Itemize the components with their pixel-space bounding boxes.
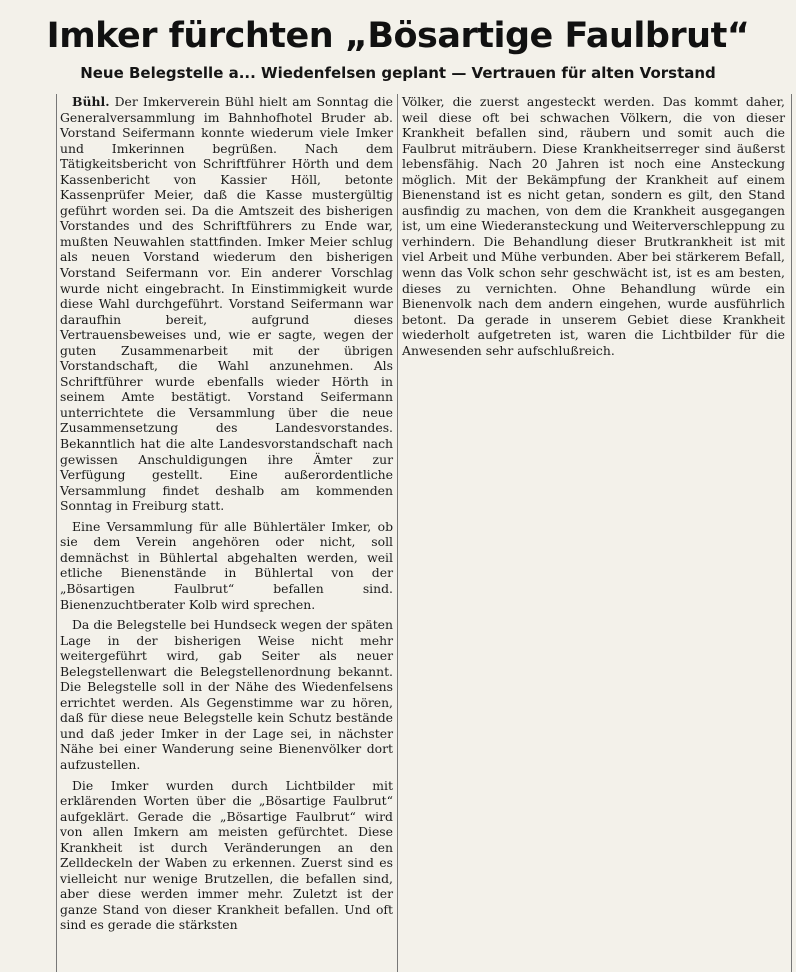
article-paragraph [60,94,393,514]
column-rule-right [791,94,792,972]
column-rule-middle [397,94,398,972]
paragraph-text: Der Imkerverein Bühl hielt am Sonntag die Generalversammlung im Bahnhofhotel Bruder ab. Vorstand Seifermann konnte wiederum viele Imker und Imkerinnen begrüßen. Nach dem Tätigkeitsbericht von Schriftführer Hörth und dem Kassenbericht von Kassier Höll, betonte Kassenprüfer Meier, daß die Kasse mustergültig geführt worden sei. Da die Amtszeit des bisherigen Vorstandes und des Schriftführers zu Ende war, mußten Neuwahlen stattfinden. Imker Meier schlug als neuen Vorstand wiederum den bisherigen Vorstand Seifermann vor. Ein anderer Vorschlag wurde nicht eingebracht. In Einstimmigkeit wurde diese Wahl durchgeführt. Vorstand Seifermann war daraufhin bereit, aufgrund dieses Vertrauensbeweises und, wie er sagte, wegen der guten Zusammenarbeit mit der übrigen Vorstandschaft, die Wahl anzunehmen. Als Schriftführer wurde ebenfalls wieder Hörth in seinem Amte bestätigt. Vorstand Seifermann unterrichtete die Versammlung über die neue Zusammensetzung des Landesvorstandes. Bekanntlich hat die alte Landesvorstandschaft nach gewissen Anschuldigungen ihre Ämter zur Verfügung gestellt. Eine außerordentliche Versammlung findet deshalb am kommenden Sonntag in Freiburg statt. [60,94,393,514]
article-column-1 [60,94,393,938]
article-paragraph: Die Imker wurden durch Lichtbilder mit erklärenden Worten über die „Bösartige Faulbrut“ aufgeklärt. Gerade die „Bösartige Faulbrut“ wird von allen Imkern am meisten gefürchtet. Diese Krankheit ist durch Veränderungen an den Zelldeckeln der Waben zu erkennen. Zuerst sind es vielleicht nur wenige Brutzellen, die befallen sind, aber diese werden immer mehr. Zuletzt ist der ganze Stand von dieser Krankheit befallen. Und oft sind es gerade die stärksten [60,777,393,933]
article-paragraph: Da die Belegstelle bei Hundseck wegen der späten Lage in der bisherigen Weise nicht mehr weitergeführt wird, gab Seiter als neuer Belegstellenwart die Belegstellenordnung bekannt. Die Belegstelle soll in der Nähe des Wiedenfelsens errichtet werden. Als Gegenstimme war zu hören, daß für diese neue Belegstelle kein Schutz bestände und daß jeder Imker in der Lage sei, in nächster Nähe bei einer Wanderung seine Bienenvölker dort aufzustellen. [60,617,393,772]
article-dateline: Bühl. [72,94,110,109]
column-rule-left [56,94,57,972]
article-headline: Imker fürchten „Bösartige Faulbrut“ [46,16,750,56]
article-paragraph: Völker, die zuerst angesteckt werden. Das kommt daher, weil diese oft bei schwachen Völkern, die von dieser Krankheit befallen sind, räubern und somit auch die Faulbrut miträubern. Diese Krankheitserreger sind äußerst lebensfähig. Nach 20 Jahren ist noch eine Ansteckung möglich. Mit der Bekämpfung der Krankheit auf einem Bienenstand ist es nicht getan, sondern es gilt, den Stand ausfindig zu machen, von dem die Krankheit ausgegangen ist, um eine Wiederansteckung und Weiterverschleppung zu verhindern. Die Behandlung dieser Brutkrankheit ist mit viel Arbeit und Mühe verbunden. Aber bei stärkerem Befall, wenn das Volk schon sehr geschwächt ist, ist es am besten, dieses zu vernichten. Ohne Behandlung würde ein Bienenvolk nach dem andern eingehen, wurde ausführlich betont. Da gerade in unserem Gebiet diese Krankheit wiederholt aufgetreten ist, waren die Lichtbilder für die Anwesenden sehr aufschlußreich. [402,94,785,358]
article-column-2 [402,94,785,363]
article-paragraph: Eine Versammlung für alle Bühlertäler Imker, ob sie dem Verein angehören oder nicht, soll demnächst in Bühlertal abgehalten werden, weil etliche Bienenstände in Bühlertal von der „Bösartigen Faulbrut“ befallen sind. Bienenzuchtberater Kolb wird sprechen. [60,518,393,612]
article-subheadline: Neue Belegstelle a... Wiedenfelsen geplant — Vertrauen für alten Vorstand [80,64,716,82]
